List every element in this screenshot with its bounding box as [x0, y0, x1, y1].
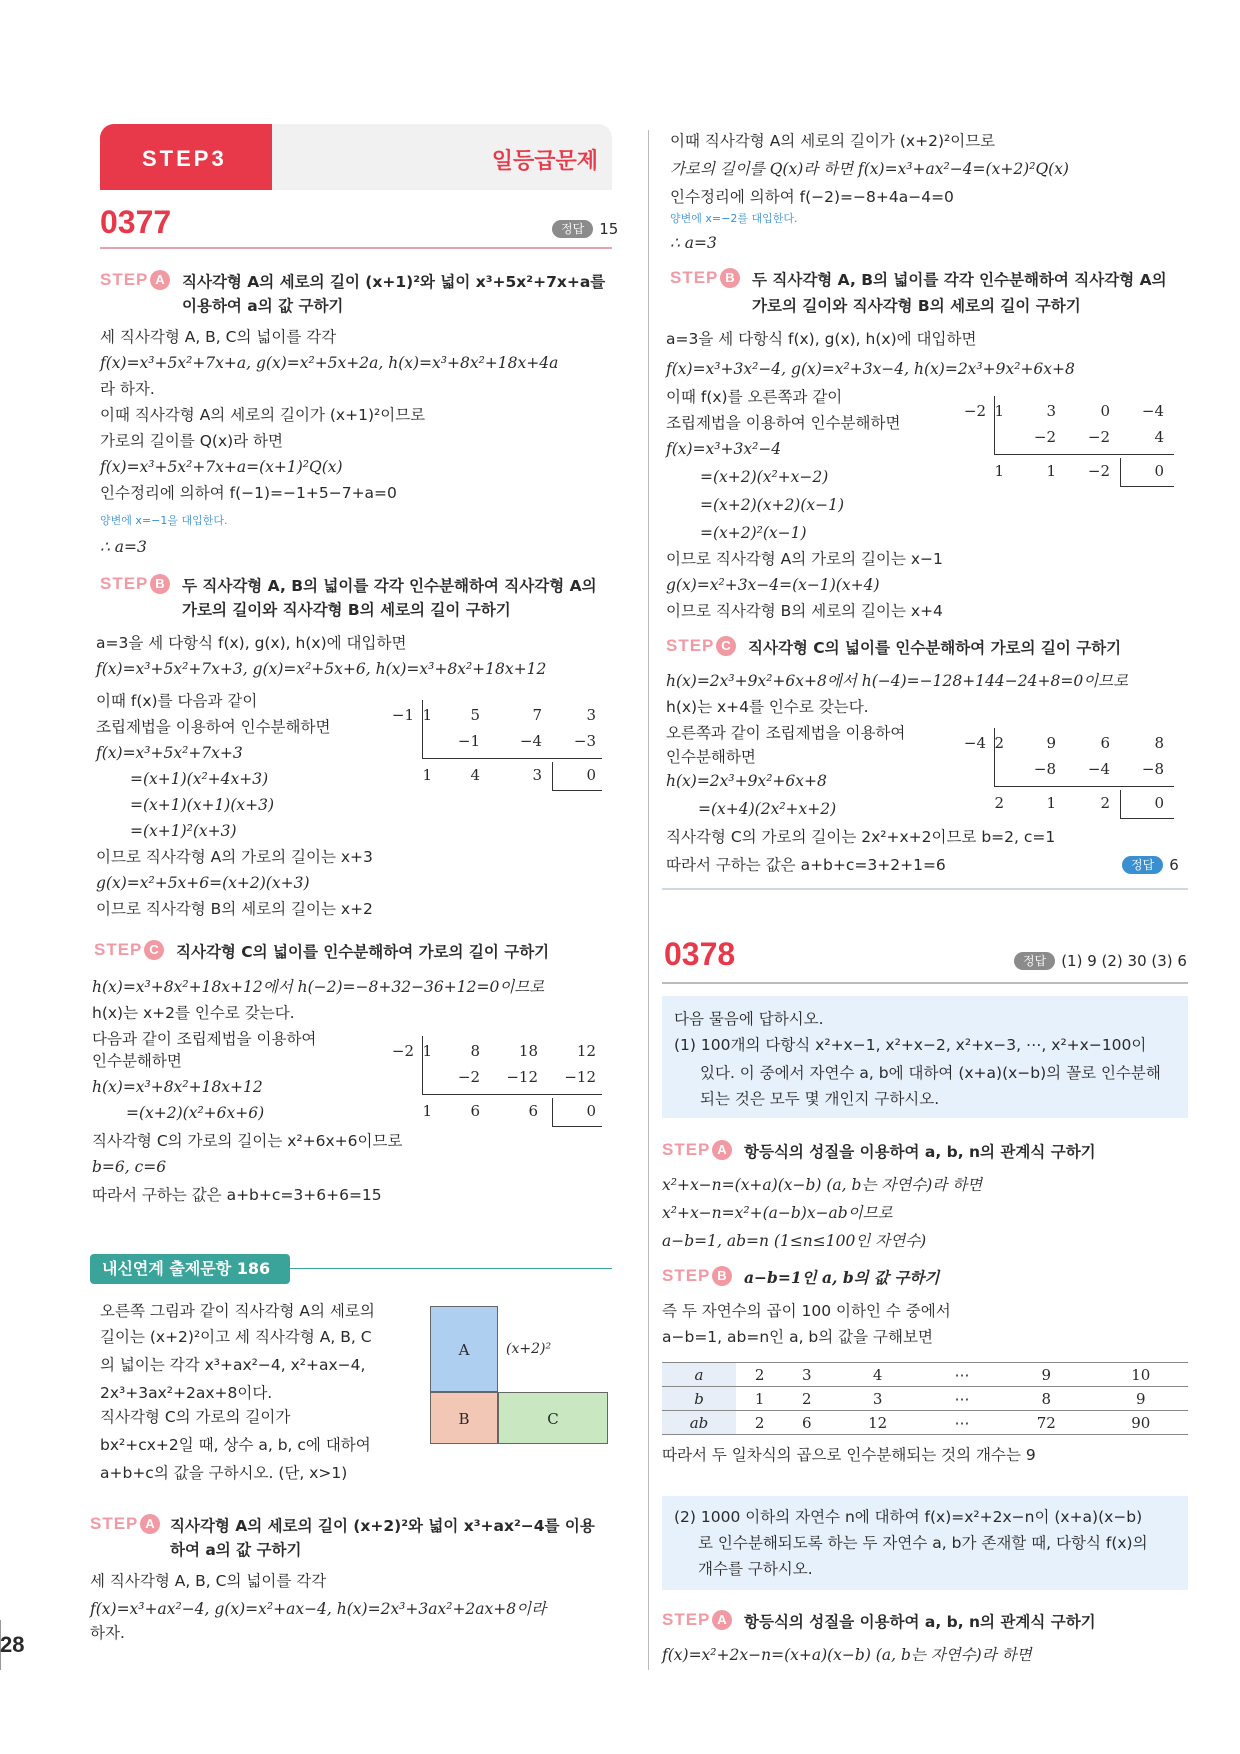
text-line: 오른쪽과 같이 조립제법을 이용하여 [666, 724, 906, 742]
synth-remainder: 0 [1154, 794, 1164, 812]
text-line: 따라서 두 일차식의 곱으로 인수분해되는 것의 개수는 9 [662, 1446, 1036, 1464]
step-a-tag: STEP A [100, 270, 170, 290]
table-cell: 2 [783, 1387, 830, 1411]
table-cell: 3 [830, 1387, 924, 1411]
text-line: 이때 직사각형 A의 세로의 길이가 (x+1)²이므로 [100, 406, 426, 424]
synth-remainder-base [1120, 486, 1174, 487]
step-label: STEP3 [142, 146, 227, 171]
math-line: =(x+2)(x²+6x+6) [126, 1104, 265, 1122]
table-row [662, 1363, 1188, 1387]
synth-remainder: 0 [1154, 462, 1164, 480]
synth-cell: −4 [1087, 760, 1110, 778]
math-line: h(x)=2x³+9x²+6x+8에서 h(−4)=−128+144−24+8=0이므로 [666, 672, 1129, 690]
text-line: 의 넓이는 각각 x³+ax²−4, x²+ax−4, [100, 1356, 366, 1374]
table-cell: 9 [999, 1363, 1093, 1387]
math-line: ∴ a=3 [100, 538, 147, 556]
math-line: f(x)=x³+5x²+7x+a=(x+1)²Q(x) [100, 458, 343, 476]
math-line: =(x+2)(x²+x−2) [700, 468, 829, 486]
answer-value: 6 [1169, 856, 1179, 874]
math-line: f(x)=x³+5x²+7x+a, g(x)=x²+5x+2a, h(x)=x³+8x²+18x+4a [100, 354, 559, 372]
step-c-heading: 직사각형 C의 넓이를 인수분해하여 가로의 길이 구하기 [176, 943, 550, 961]
math-line: f(x)=x³+5x²+7x+3, g(x)=x²+5x+6, h(x)=x³+8x²+18x+12 [96, 660, 547, 678]
table-cell: 4 [830, 1363, 924, 1387]
rectangles-figure [430, 1306, 620, 1456]
synth-cell: 8 [1154, 734, 1164, 752]
table-cell: 6 [783, 1411, 830, 1435]
banner-title-box [272, 124, 612, 190]
text-line: 인수분해하면 [92, 1052, 182, 1070]
text-line: a+b+c의 값을 구하시오. (단, x>1) [100, 1464, 348, 1482]
step-b-heading-2: 가로의 길이와 직사각형 B의 세로의 길이 구하기 [752, 297, 1081, 315]
math-line: =(x+1)(x+1)(x+3) [130, 796, 275, 814]
synth-remainder-base [552, 790, 602, 791]
answer-badge: 정답 [1014, 952, 1055, 970]
answer-0377 [552, 220, 618, 238]
step-b-heading-2: 가로의 길이와 직사각형 B의 세로의 길이 구하기 [182, 601, 511, 619]
banner-title: 일등급문제 [491, 149, 598, 174]
text-line: 하자. [90, 1624, 125, 1642]
table-cell: 3 [783, 1363, 830, 1387]
text-line: bx²+cx+2일 때, 상수 a, b, c에 대하여 [100, 1436, 371, 1454]
text-line: 이때 f(x)를 다음과 같이 [96, 692, 258, 710]
naesin-label: 내신연계 출제문항 186 [90, 1254, 290, 1284]
synth-hbar [994, 454, 1174, 455]
step-b-heading: a−b=1인 a, b의 값 구하기 [744, 1268, 940, 1287]
synthetic-division-c [952, 728, 1192, 828]
synth-cell: 2 [1100, 794, 1110, 812]
problem-number-0378: 0378 [664, 936, 736, 972]
synth-hbar [422, 758, 602, 759]
synth-cell: −12 [564, 1068, 596, 1086]
synth-cell: 5 [470, 706, 480, 724]
problem-rule [662, 982, 1188, 984]
synth-cell: 6 [470, 1102, 480, 1120]
step-b-tag: STEP B [670, 268, 740, 288]
synth-cell: 7 [532, 706, 542, 724]
problem-number-0377: 0377 [100, 204, 172, 240]
text-line: 직사각형 C의 가로의 길이는 x²+6x+6이므로 [92, 1132, 403, 1150]
text-line: 즉 두 자연수의 곱이 100 이하인 수 중에서 [662, 1302, 951, 1320]
math-line: f(x)=x²+2x−n=(x+a)(x−b) (a, b는 자연수)라 하면 [662, 1646, 1032, 1664]
text-line: a=3을 세 다항식 f(x), g(x), h(x)에 대입하면 [96, 634, 407, 652]
math-line: =(x+1)²(x+3) [130, 822, 237, 840]
table-cell: 8 [999, 1387, 1093, 1411]
page-number: 28 [0, 1632, 25, 1657]
synth-cell: −8 [1033, 760, 1056, 778]
table-row [662, 1387, 1188, 1411]
synth-root: −1 [391, 706, 414, 724]
table-cell: 12 [830, 1411, 924, 1435]
step-a-tag: STEP A [662, 1140, 732, 1160]
synth-cell: 9 [1046, 734, 1056, 752]
synth-cell: 0 [1100, 402, 1110, 420]
synth-cell: 1 [422, 1102, 432, 1120]
text-line: 직사각형 C의 가로의 길이는 2x²+x+2이므로 b=2, c=1 [666, 828, 1056, 846]
naesin-rule [290, 1268, 612, 1269]
table-cell: 72 [999, 1411, 1093, 1435]
math-line: h(x)=x³+8x²+18x+12에서 h(−2)=−8+32−36+12=0이므로 [92, 978, 545, 996]
synth-cell: −3 [573, 732, 596, 750]
math-line: ∴ a=3 [670, 234, 717, 252]
text-line: 가로의 길이를 Q(x)라 하면 [100, 432, 284, 450]
text-line: 인수정리에 의하여 f(−2)=−8+4a−4=0 [670, 188, 954, 206]
text-line: 다음과 같이 조립제법을 이용하여 [92, 1030, 317, 1048]
text-line: a−b=1, ab=n인 a, b의 값을 구해보면 [662, 1328, 933, 1346]
answer-value: (1) 9 (2) 30 (3) 6 [1061, 952, 1187, 970]
text-line: 길이는 (x+2)²이고 세 직사각형 A, B, C [100, 1328, 372, 1346]
synth-cell: 1 [994, 462, 1004, 480]
synth-remainder-base [552, 1126, 602, 1127]
step-a-heading-2: 이용하여 a의 값 구하기 [182, 297, 344, 315]
ab-table [662, 1362, 1188, 1435]
math-line: x²+x−n=(x+a)(x−b) (a, b는 자연수)라 하면 [662, 1176, 983, 1194]
table-header-cell: a [662, 1363, 736, 1387]
step-a-heading: 항등식의 성질을 이용하여 a, b, n의 관계식 구하기 [744, 1143, 1096, 1161]
table-cell: ⋯ [925, 1387, 999, 1411]
synth-cell: 4 [1154, 428, 1164, 446]
synth-cell: 1 [1046, 462, 1056, 480]
synth-cell: 6 [1100, 734, 1110, 752]
math-line: a−b=1, ab=n (1≤n≤100인 자연수) [662, 1232, 927, 1250]
section-rule [662, 888, 1188, 890]
rect-b: B [430, 1392, 498, 1444]
text-line: a=3을 세 다항식 f(x), g(x), h(x)에 대입하면 [666, 330, 977, 348]
answer-value: 15 [599, 220, 619, 238]
step-c-tag: STEP C [666, 636, 736, 656]
synth-cell: −2 [1033, 428, 1056, 446]
synth-root: −2 [963, 402, 986, 420]
step-b-heading: 두 직사각형 A, B의 넓이를 각각 인수분해하여 직사각형 A의 [752, 271, 1167, 289]
synth-cell: 3 [1046, 402, 1056, 420]
synth-cell: 2 [994, 794, 1004, 812]
step-c-tag: STEP C [94, 940, 164, 960]
fig-length-label: (x+2)² [506, 1341, 552, 1357]
step-b-tag: STEP B [100, 574, 170, 594]
text-line: 이므로 직사각형 A의 가로의 길이는 x−1 [666, 550, 943, 568]
text-line: 조립제법을 이용하여 인수분해하면 [96, 718, 331, 736]
step-a-tag: STEP A [90, 1514, 160, 1534]
math-line: h(x)=2x³+9x²+6x+8 [666, 772, 827, 790]
synthetic-division-c [380, 1036, 620, 1136]
synth-cell: 8 [470, 1042, 480, 1060]
text-line: 이므로 직사각형 B의 세로의 길이는 x+4 [666, 602, 943, 620]
synth-cell: 1 [422, 1042, 432, 1060]
synth-cell: 3 [586, 706, 596, 724]
text-line: 직사각형 C의 가로의 길이가 [100, 1408, 291, 1426]
text-line: h(x)는 x+4를 인수로 갖는다. [666, 698, 869, 716]
text-line: 이때 직사각형 A의 세로의 길이가 (x+2)²이므로 [670, 132, 996, 150]
table-cell: ⋯ [925, 1363, 999, 1387]
table-cell: 2 [736, 1363, 783, 1387]
step-b-tag: STEP B [662, 1266, 732, 1286]
synth-cell: −12 [506, 1068, 538, 1086]
table-row [662, 1411, 1188, 1435]
synth-cell: 3 [532, 766, 542, 784]
synth-cell: −2 [1087, 428, 1110, 446]
synth-cell: −1 [457, 732, 480, 750]
synth-remainder-bar [552, 1098, 553, 1126]
text-line: 세 직사각형 A, B, C의 넓이를 각각 [90, 1572, 327, 1590]
rect-c: C [498, 1392, 608, 1444]
synth-cell: 1 [1046, 794, 1056, 812]
text-line: 조립제법을 이용하여 인수분해하면 [666, 414, 901, 432]
table-cell: ⋯ [925, 1411, 999, 1435]
text-line: 따라서 구하는 값은 a+b+c=3+2+1=6 [666, 856, 946, 874]
rect-a: A [430, 1306, 498, 1392]
synth-cell: 1 [422, 766, 432, 784]
text-line: 따라서 구하는 값은 a+b+c=3+6+6=15 [92, 1186, 382, 1204]
column-divider [648, 130, 649, 1670]
answer-badge: 정답 [552, 220, 593, 238]
table-cell: 10 [1094, 1363, 1189, 1387]
math-line: =(x+2)(x+2)(x−1) [700, 496, 845, 514]
step-banner [100, 124, 272, 190]
hint-note: 양변에 x=−1을 대입한다. [100, 514, 228, 527]
step-a-heading: 직사각형 A의 세로의 길이 (x+2)²와 넓이 x³+ax²−4를 이용 [170, 1517, 595, 1535]
math-line: f(x)=x³+5x²+7x+3 [96, 744, 243, 762]
synth-cell: 6 [528, 1102, 538, 1120]
math-line: g(x)=x²+5x+6=(x+2)(x+3) [96, 874, 310, 892]
table-cell: 2 [736, 1411, 783, 1435]
math-line: =(x+1)(x²+4x+3) [130, 770, 269, 788]
table-header-cell: ab [662, 1411, 736, 1435]
step-a-heading: 직사각형 A의 세로의 길이 (x+1)²와 넓이 x³+5x²+7x+a를 [182, 273, 606, 291]
table-header-cell: b [662, 1387, 736, 1411]
question-text: 되는 것은 모두 몇 개인지 구하시오. [700, 1090, 940, 1108]
text-line: 이므로 직사각형 A의 가로의 길이는 x+3 [96, 848, 373, 866]
table-cell: 1 [736, 1387, 783, 1411]
table-cell: 9 [1094, 1387, 1189, 1411]
answer-badge: 정답 [1122, 856, 1163, 874]
synth-hbar [422, 1094, 602, 1095]
synth-cell: 2 [994, 734, 1004, 752]
synthetic-division-b [952, 396, 1192, 496]
step-c-heading: 직사각형 C의 넓이를 인수분해하여 가로의 길이 구하기 [748, 639, 1122, 657]
text-line: 오른쪽 그림과 같이 직사각형 A의 세로의 [100, 1302, 375, 1320]
step-a-tag: STEP A [662, 1610, 732, 1630]
text-line: 인수분해하면 [666, 748, 756, 766]
question-text: 개수를 구하시오. [698, 1560, 813, 1578]
synth-cell: −2 [457, 1068, 480, 1086]
question-text: (1) 100개의 다항식 x²+x−1, x²+x−2, x²+x−3, ⋯, x²+x−100이 [674, 1036, 1147, 1054]
text-line: 이므로 직사각형 B의 세로의 길이는 x+2 [96, 900, 373, 918]
answer-right [1122, 856, 1179, 874]
math-line: h(x)=x³+8x²+18x+12 [92, 1078, 263, 1096]
synth-remainder-bar [1120, 458, 1121, 486]
math-line: =(x+4)(2x²+x+2) [698, 800, 837, 818]
synth-hbar [994, 786, 1174, 787]
text-line: h(x)는 x+2를 인수로 갖는다. [92, 1004, 295, 1022]
synth-remainder-bar [1120, 790, 1121, 818]
synth-cell: −4 [1141, 402, 1164, 420]
text-line: 세 직사각형 A, B, C의 넓이를 각각 [100, 328, 337, 346]
synth-cell: 4 [470, 766, 480, 784]
synth-root: −4 [963, 734, 986, 752]
math-line: g(x)=x²+3x−4=(x−1)(x+4) [666, 576, 880, 594]
synth-cell: −4 [519, 732, 542, 750]
synth-cell: 1 [994, 402, 1004, 420]
synth-remainder-bar [552, 762, 553, 790]
math-line: x²+x−n=x²+(a−b)x−ab이므로 [662, 1204, 893, 1222]
text-line: 2x³+3ax²+2ax+8이다. [100, 1384, 273, 1402]
synth-cell: 12 [576, 1042, 596, 1060]
math-line: b=6, c=6 [92, 1158, 167, 1176]
synthetic-division-b [380, 700, 620, 800]
math-line: 가로의 길이를 Q(x)라 하면 f(x)=x³+ax²−4=(x+2)²Q(x) [670, 160, 1069, 178]
step-b-heading: 두 직사각형 A, B의 넓이를 각각 인수분해하여 직사각형 A의 [182, 577, 597, 595]
synth-cell: −2 [1087, 462, 1110, 480]
synth-root: −2 [391, 1042, 414, 1060]
synth-cell: 18 [518, 1042, 538, 1060]
synth-remainder-base [1120, 818, 1174, 819]
synth-remainder: 0 [586, 766, 596, 784]
synth-cell: −8 [1141, 760, 1164, 778]
synth-remainder: 0 [586, 1102, 596, 1120]
math-line: f(x)=x³+3x²−4, g(x)=x²+3x−4, h(x)=2x³+9x²+6x+8 [666, 360, 1075, 378]
question-text: (2) 1000 이하의 자연수 n에 대하여 f(x)=x²+2x−n이 (x+a)(x−b) [674, 1508, 1143, 1526]
math-line: f(x)=x³+ax²−4, g(x)=x²+ax−4, h(x)=2x³+3ax²+2ax+8이라 [90, 1600, 547, 1618]
question-text: 로 인수분해되도록 하는 두 자연수 a, b가 존재할 때, 다항식 f(x)의 [698, 1534, 1148, 1552]
question-text: 있다. 이 중에서 자연수 a, b에 대하여 (x+a)(x−b)의 꼴로 인수분해 [700, 1064, 1161, 1082]
question-text: 다음 물음에 답하시오. [674, 1010, 824, 1028]
step-a-heading: 항등식의 성질을 이용하여 a, b, n의 관계식 구하기 [744, 1613, 1096, 1631]
text-line: 라 하자. [100, 380, 155, 398]
synth-cell: 1 [422, 706, 432, 724]
answer-0378 [1014, 952, 1187, 970]
problem-rule [100, 247, 612, 249]
text-line: 이때 f(x)를 오른쪽과 같이 [666, 388, 843, 406]
text-line: 인수정리에 의하여 f(−1)=−1+5−7+a=0 [100, 484, 397, 502]
step-a-heading-2: 하여 a의 값 구하기 [170, 1541, 302, 1559]
hint-note: 양변에 x=−2를 대입한다. [670, 212, 798, 225]
math-line: f(x)=x³+3x²−4 [666, 440, 782, 458]
math-line: =(x+2)²(x−1) [700, 524, 807, 542]
table-cell: 90 [1094, 1411, 1189, 1435]
